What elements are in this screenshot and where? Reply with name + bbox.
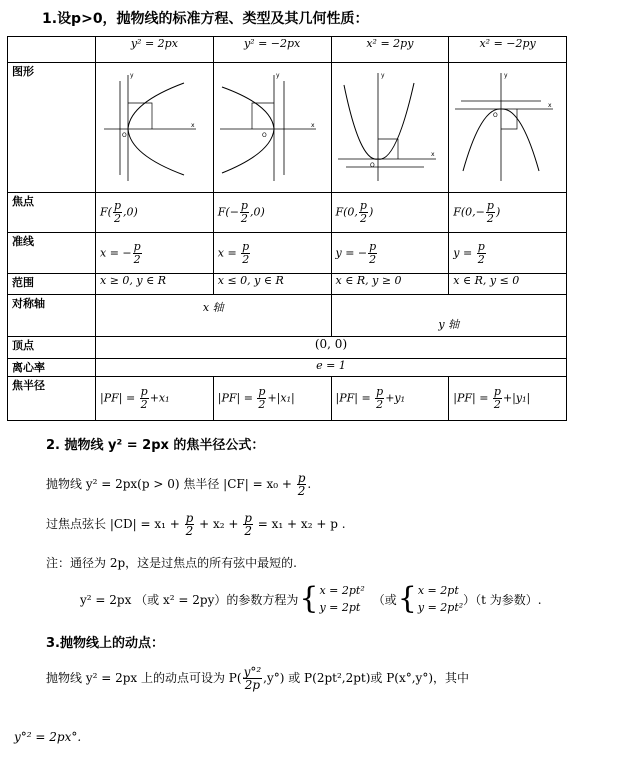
row-label: 离心率	[8, 359, 96, 377]
graph-cell	[213, 63, 331, 193]
axis-y-cell: y 轴	[331, 295, 567, 337]
section1-title: 1.设p>0，抛物线的标准方程、类型及其几何性质：	[42, 11, 369, 27]
svg-text:y: y	[380, 72, 385, 79]
svg-text:x: x	[430, 151, 435, 158]
range-cell: x ∈ R, y ≤ 0	[449, 274, 567, 295]
row-label: 范围	[8, 274, 96, 295]
eccentricity-cell: e = 1	[96, 359, 567, 377]
svg-text:y: y	[275, 72, 280, 79]
focal-radius-formula: 抛物线 y² = 2px(p > 0) 焦半径 |CF| = x₀ + $\frac{p}{2}$ .	[46, 471, 312, 498]
section3-title: 3.抛物线上的动点：	[46, 636, 164, 651]
graph-cell	[449, 63, 567, 193]
moving-point-formula: 抛物线 y² = 2px 上的动点可设为 P( $\frac{\text{y°²}}{2p}$ ,y°) 或 P(2pt²,2pt)或 P(x°,y°)，其中	[46, 665, 470, 692]
axis-row	[8, 295, 567, 337]
col-header: x² = −2py	[449, 37, 567, 63]
chord-length-formula: 过焦点弦长 |CD| = x₁ + $\frac{p}{2}$ + x₂ + $\frac{p}{2}$ = x₁ + x₂ + p .	[46, 511, 346, 538]
svg-text:x: x	[310, 122, 315, 129]
focus-cell: F( $\frac{p}{2}$ ,0)	[96, 193, 214, 233]
svg-text:x: x	[548, 102, 552, 109]
focus-cell: F(0,− $\frac{p}{2}$ )	[449, 193, 567, 233]
directrix-row	[8, 233, 567, 274]
graph-right-opening	[96, 63, 213, 189]
latus-rectum-note: 注：通径为 2p，这是过焦点的所有弦中最短的.	[46, 556, 297, 570]
svg-text:O: O	[122, 132, 127, 139]
svg-text:O: O	[493, 112, 498, 119]
focal-radius-cell: |PF| = $\frac{p}{2}$ +x₁	[96, 377, 214, 421]
graph-downward-opening	[449, 63, 566, 189]
range-cell: x ≥ 0, y ∈ R	[96, 274, 214, 295]
directrix-cell: y = − $\frac{p}{2}$	[331, 233, 449, 274]
focus-cell: F(0, $\frac{p}{2}$ )	[331, 193, 449, 233]
row-label: 焦半径	[8, 377, 96, 421]
svg-text:x: x	[191, 122, 195, 129]
range-cell: x ∈ R, y ≥ 0	[331, 274, 449, 295]
focal-radius-cell: |PF| = $\frac{p}{2}$ +|y₁|	[449, 377, 567, 421]
focus-cell: F(− $\frac{p}{2}$ ,0)	[213, 193, 331, 233]
directrix-cell: x = $\frac{p}{2}$	[213, 233, 331, 274]
graph-upward-opening	[332, 63, 449, 189]
focal-radius-cell: |PF| = $\frac{p}{2}$ +|x₁|	[213, 377, 331, 421]
svg-text:y: y	[504, 72, 508, 79]
svg-text:y: y	[130, 72, 134, 79]
section2-title: 2. 抛物线 y² = 2px 的焦半径公式：	[46, 438, 265, 453]
parametric-equation: y² = 2px （或 x² = 2py）的参数方程为 { x = 2pt² y = 2pt （或 { x = 2pt y = 2pt² ）（t 为参数）.	[80, 581, 542, 616]
row-label: 顶点	[8, 337, 96, 359]
graph-row	[8, 63, 567, 193]
graph-cell	[96, 63, 214, 193]
eccentricity-row	[8, 359, 567, 377]
row-label: 对称轴	[8, 295, 96, 337]
col-header: y² = 2px	[96, 37, 214, 63]
row-label: 准线	[8, 233, 96, 274]
col-header: x² = 2py	[331, 37, 449, 63]
focal-radius-cell: |PF| = $\frac{p}{2}$ +y₁	[331, 377, 449, 421]
focus-row	[8, 193, 567, 233]
col-header: y² = −2px	[213, 37, 331, 63]
header-row	[8, 37, 567, 63]
range-cell: x ≤ 0, y ∈ R	[213, 274, 331, 295]
moving-point-condition: y°² = 2px°.	[14, 730, 82, 744]
graph-cell	[331, 63, 449, 193]
row-label: 图形	[8, 63, 96, 193]
vertex-cell: (0, 0)	[96, 337, 567, 359]
directrix-cell: x = − $\frac{p}{2}$	[96, 233, 214, 274]
axis-x-cell: x 轴	[96, 295, 332, 337]
svg-text:O: O	[261, 132, 267, 139]
row-label: 焦点	[8, 193, 96, 233]
parabola-properties-table	[7, 36, 567, 421]
svg-text:O: O	[369, 162, 375, 169]
focal-radius-row	[8, 377, 567, 421]
graph-left-opening	[214, 63, 331, 189]
directrix-cell: y = $\frac{p}{2}$	[449, 233, 567, 274]
range-row	[8, 274, 567, 295]
vertex-row	[8, 337, 567, 359]
